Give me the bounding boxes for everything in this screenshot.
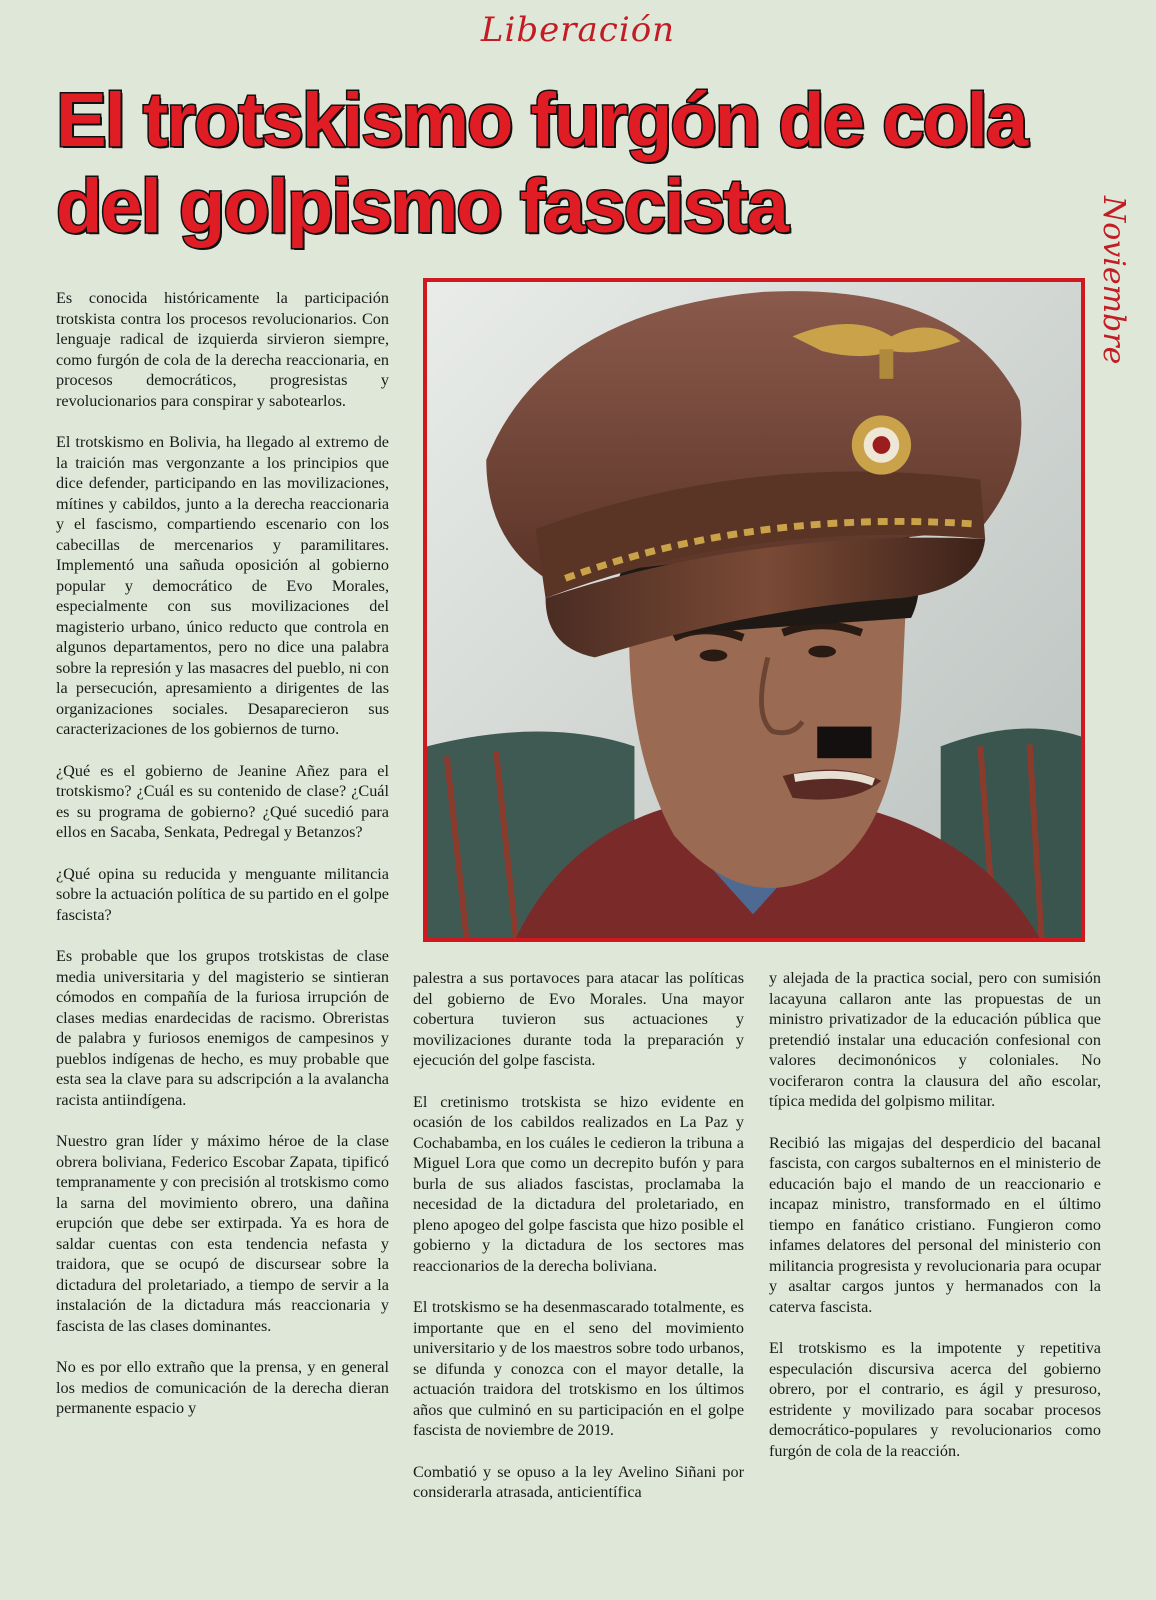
month-label: Noviembre bbox=[1096, 196, 1131, 365]
paragraph: El trotskismo en Bolivia, ha llegado al extremo de la traición mas vergonzante a los principios que dice defender, participando en las movilizaciones, mítines y cabildos, junto a la derecha reaccionaria y el fascismo, compartiendo escenario con los cabecillas de mercenarios y paramilitares. Implementó una sañuda oposición al gobierno popular y democrático de Evo Morales, especialmente con sus movilizaciones del magisterio urbano, único reducto que controla en algunos departamentos, pero no dice una palabra sobre la represión y las masacres del pueblo, ni con la persecución, apresamiento a dirigentes de las organizaciones sociales. Desaparecieron sus caracterizaciones de los gobiernos de turno. bbox=[56, 433, 389, 738]
paragraph: Combatió y se opuso a la ley Avelino Siñani por considerarla atrasada, anticientífica bbox=[413, 1462, 744, 1501]
paragraph: Recibió las migajas del desperdicio del bacanal fascista, con cargos subalternos en el ministerio de educación bajo el mando de un reaccionario e incapaz ministro, transformado en el último tiempo en fanático cristiano. Fungieron como infames delatores del personal del ministerio con militancia progresista y revolucionaria para ocupar y asaltar cargos juntos y hermanados con la caterva fascista. bbox=[769, 1133, 1101, 1316]
paragraph: El cretinismo trotskista se hizo evidente en ocasión de los cabildos realizados en La Paz y Cochabamba, en los cuáles le cedieron la tribuna a Miguel Lora que como un decrepito bufón y para burla de sus aliados fascistas, proclamaba la necesidad de la dictadura del proletariado, en pleno apogeo del golpe fascista que hizo posible el gobierno y la dictadura de los sectores mas reaccionarios de la derecha boliviana. bbox=[413, 1092, 744, 1275]
paragraph: Es conocida históricamente la participación trotskista contra los procesos revolucionarios. Con lenguaje radical de izquierda sirvieron siempre, como furgón de cola de la derecha reaccionaria, en procesos democráticos, progresistas y revolucionarios para conspirar y sabotearlos. bbox=[56, 289, 389, 410]
paragraph: El trotskismo se ha desenmascarado totalmente, es importante que en el seno del movimiento universitario y de los maestros sobre todo urbanos, se difunda y conozca con el mayor detalle, la actuación traidora del trotskismo en los últimos años que culminó en su participación en el golpe fascista de noviembre de 2019. bbox=[413, 1298, 744, 1439]
paragraph: y alejada de la practica social, pero con sumisión lacayuna callaron ante las propuestas de un ministro privatizador de la educación pública que pretendió instalar una educación confesional con valores decimonónicos y coloniales. No vociferaron contra la clausura del año escolar, típica medida del golpismo militar. bbox=[769, 969, 1101, 1110]
paragraph: El trotskismo es la impotente y repetitiva especulación discursiva acerca del gobierno obrero, por el contrario, es ágil y presuroso, estridente y movilizado para socabar procesos democrático-populares y revolucionarios como furgón de cola de la reacción. bbox=[769, 1339, 1101, 1460]
paragraph: palestra a sus portavoces para atacar las políticas del gobierno de Evo Morales. Una mayor cobertura tuvieron sus actuaciones y movilizaciones durante toda la preparación y ejecución del golpe fascista. bbox=[413, 969, 744, 1069]
paragraph: Nuestro gran líder y máximo héroe de la clase obrera boliviana, Federico Escobar Zapata, tipificó tempranamente y con precisión al trotskismo como la sarna del movimiento obrero, una dañina erupción que debe ser extirpada. Ya es hora de saldar cuentas con esta tendencia nefasta y traidora, que se ocupó de discursear sobre la dictadura del proletariado, a tiempo de servir a la instalación de la dictadura más reaccionaria y fascista de las clases dominantes. bbox=[56, 1132, 389, 1335]
caricature-portrait-icon bbox=[427, 282, 1081, 938]
paragraph: Es probable que los grupos trotskistas de clase media universitaria y del magisterio se sintieran cómodos en compañía de la furiosa irrupción de clases medias enardecidas de racismo. Obreristas de palabra y furiosos enemigos de campesinos y pueblos indígenas de hecho, es muy probable que esta sea la clave para su adscripción a la avalancha racista antiindígena. bbox=[56, 947, 389, 1109]
caricature-photo bbox=[423, 278, 1085, 942]
article-column-1 bbox=[56, 288, 389, 1440]
headline bbox=[56, 78, 1056, 250]
article-column-2 bbox=[413, 968, 744, 1524]
masthead: Liberación bbox=[480, 10, 676, 50]
paragraph: ¿Qué es el gobierno de Jeanine Añez para el trotskismo? ¿Cuál es su contenido de clase? ¿Cuál es su programa de gobierno? ¿Qué sucedió para ellos en Sacaba, Senkata, Pedregal y Betanzos? bbox=[56, 761, 389, 841]
article-column-3 bbox=[769, 968, 1101, 1482]
paragraph: No es por ello extraño que la prensa, y en general los medios de comunicación de la derecha dieran permanente espacio y bbox=[56, 1358, 389, 1417]
headline-line-1: El trotskismo furgón de cola bbox=[56, 78, 1027, 163]
headline-line-2: del golpismo fascista bbox=[56, 164, 787, 249]
paragraph: ¿Qué opina su reducida y menguante militancia sobre la actuación política de su partido en el golpe fascista? bbox=[56, 864, 389, 924]
